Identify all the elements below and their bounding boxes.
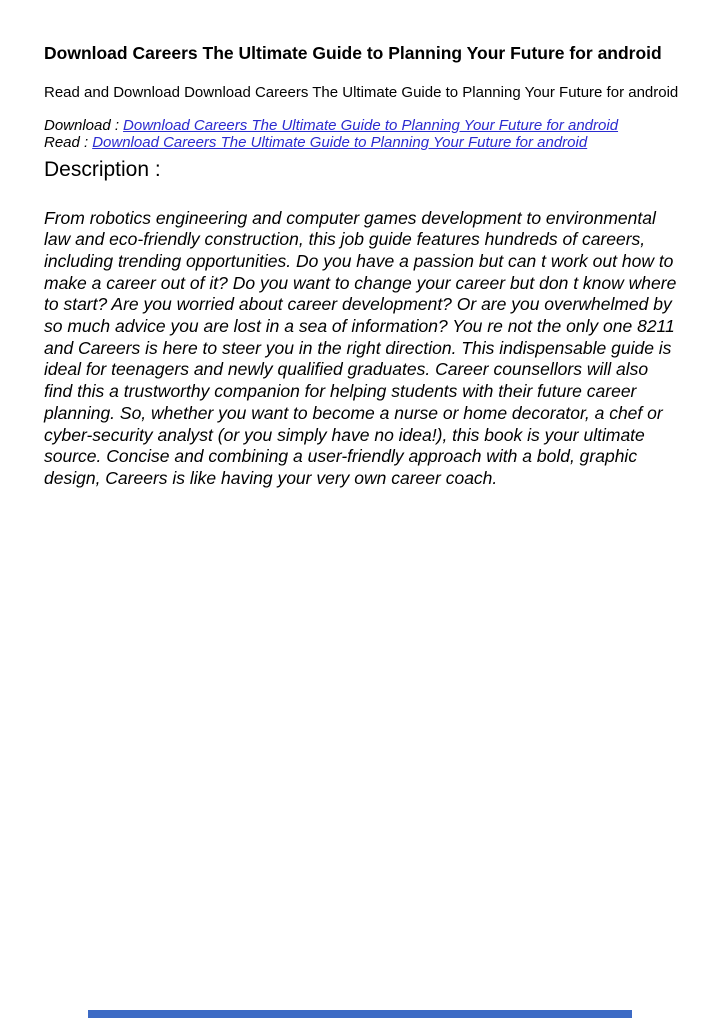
footer-bar — [88, 1010, 632, 1018]
document-content — [44, 44, 678, 490]
description-heading: Description : — [44, 157, 161, 181]
download-link[interactable]: Download Careers The Ultimate Guide to Planning Your Future for android — [123, 116, 619, 134]
page-title: Download Careers The Ultimate Guide to Planning Your Future for android — [44, 43, 662, 63]
read-and-download-line: Read and Download Download Careers The Ultimate Guide to Planning Your Future for android — [44, 83, 679, 101]
description-body: From robotics engineering and computer games development to environmental law and eco-friendly construction, this job guide features hundreds of careers, including trending opportunities. Do you have a passion but can t work out how to make a career out of it? Do you want to change your career but don t know where to start? Are you worried about career development? Or are you overwhelmed by so much advice you are lost in a sea of information? You re not the only one 8211 and Careers is here to steer you in the right direction. This indispensable guide is ideal for teenagers and newly qualified graduates. Career counsellors will also find this a trustworthy companion for helping students with their future career planning. So, whether you want to become a nurse or home decorator, a chef or cyber-security analyst (or you simply have no idea!), this book is your ultimate source. Concise and combining a user-friendly approach with a bold, graphic design, Careers is like having your very own career coach. — [44, 207, 677, 488]
link-rows — [44, 117, 678, 152]
read-link[interactable]: Download Careers The Ultimate Guide to Planning Your Future for android — [92, 134, 588, 151]
read-row — [44, 134, 678, 152]
download-row — [44, 117, 678, 135]
read-label: Read : — [44, 134, 89, 151]
download-label: Download : — [44, 116, 120, 134]
